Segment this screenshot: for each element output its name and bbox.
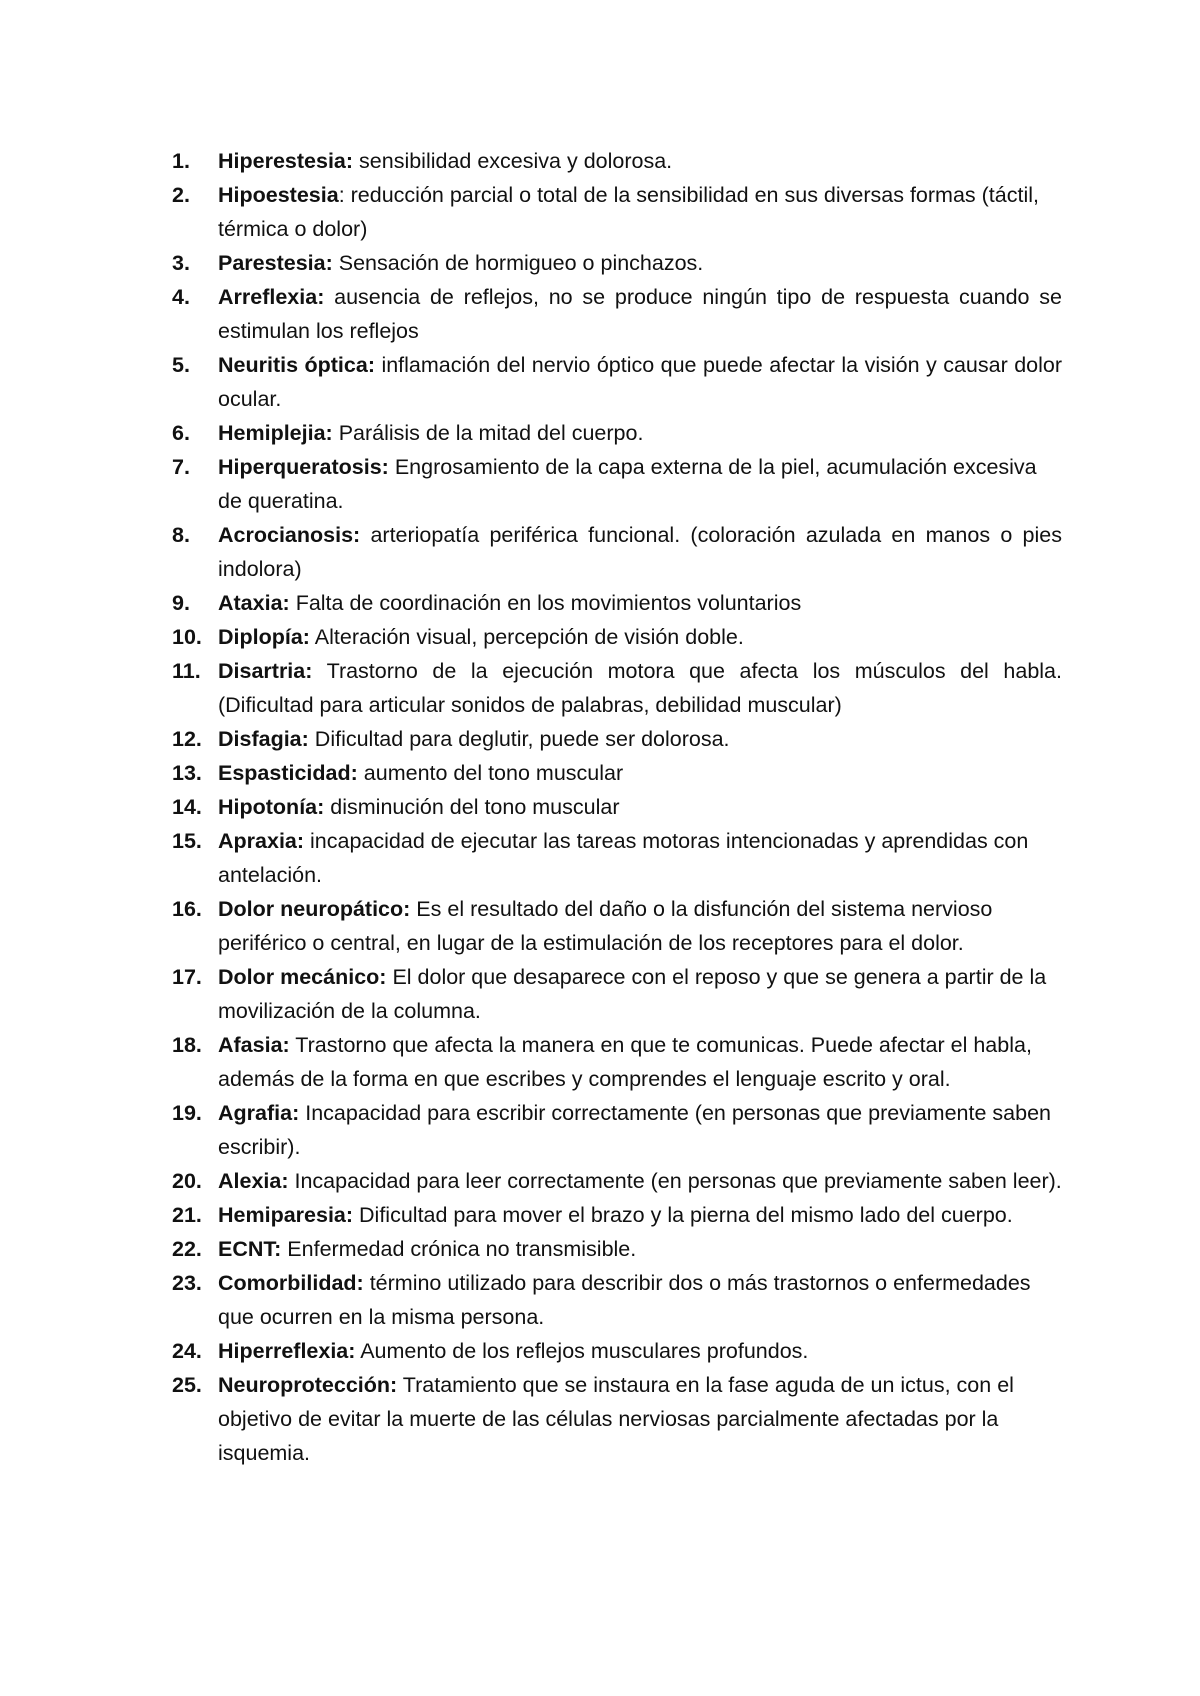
item-definition: Sensación de hormigueo o pinchazos.	[338, 251, 704, 275]
item-number: 18.	[172, 1033, 202, 1057]
item-number: 14.	[172, 795, 202, 819]
item-number: 16.	[172, 897, 202, 921]
list-item	[172, 824, 1062, 892]
item-term: Apraxia:	[218, 829, 305, 853]
item-definition: Dificultad para deglutir, puede ser dolorosa.	[314, 727, 730, 751]
item-term: ECNT:	[218, 1237, 282, 1261]
list-item	[172, 756, 1062, 790]
item-definition: incapacidad de ejecutar las tareas motoras intencionadas y aprendidas con antelación.	[218, 829, 1029, 887]
list-item	[172, 654, 1062, 722]
list-item	[172, 1164, 1062, 1198]
list-item	[172, 790, 1062, 824]
item-term: Alexia:	[218, 1169, 289, 1193]
item-term: Ataxia:	[218, 591, 290, 615]
item-definition: Incapacidad para escribir correctamente (en personas que previamente saben escribir).	[218, 1101, 1051, 1159]
item-number: 22.	[172, 1237, 202, 1261]
list-item	[172, 144, 1062, 178]
item-number: 6.	[172, 421, 190, 445]
item-definition: término utilizado para describir dos o más trastornos o enfermedades que ocurren en la misma persona.	[218, 1271, 1031, 1329]
list-item	[172, 1198, 1062, 1232]
item-number: 19.	[172, 1101, 202, 1125]
item-definition: Incapacidad para leer correctamente (en personas que previamente saben leer).	[294, 1169, 1062, 1193]
item-term: Hemiparesia:	[218, 1203, 354, 1227]
item-definition: Alteración visual, percepción de visión doble.	[314, 625, 744, 649]
list-item	[172, 518, 1062, 586]
item-number: 2.	[172, 183, 190, 207]
item-number: 13.	[172, 761, 202, 785]
list-item	[172, 246, 1062, 280]
item-number: 20.	[172, 1169, 202, 1193]
item-definition: inflamación del nervio óptico que puede afectar la visión y causar dolor ocular.	[218, 353, 1062, 411]
item-term: Neuritis óptica:	[218, 353, 375, 377]
item-definition: Enfermedad crónica no transmisible.	[287, 1237, 637, 1261]
item-number: 11.	[172, 659, 201, 683]
list-item	[172, 1232, 1062, 1266]
list-item	[172, 1266, 1062, 1334]
item-definition: Falta de coordinación en los movimientos voluntarios	[295, 591, 802, 615]
item-term: Arreflexia:	[218, 285, 325, 309]
item-definition: arteriopatía periférica funcional. (coloración azulada en manos o pies indolora)	[218, 523, 1063, 581]
item-term: Acrocianosis:	[218, 523, 361, 547]
item-number: 4.	[172, 285, 190, 309]
item-term: Hiperestesia:	[218, 149, 354, 173]
list-item	[172, 1334, 1062, 1368]
item-term: Diplopía:	[218, 625, 310, 649]
item-term: Hiperreflexia:	[218, 1339, 356, 1363]
item-number: 25.	[172, 1373, 202, 1397]
item-term: Afasia:	[218, 1033, 290, 1057]
list-item	[172, 1368, 1062, 1470]
list-item	[172, 1028, 1062, 1096]
item-term: Disfagia:	[218, 727, 309, 751]
item-term: Parestesia:	[218, 251, 333, 275]
item-term: Hemiplejia:	[218, 421, 333, 445]
item-definition: Tratamiento que se instaura en la fase aguda de un ictus, con el objetivo de evitar la muerte de las células nerviosas parcialmente afectadas por la isquemia.	[218, 1373, 1014, 1465]
item-number: 8.	[172, 523, 190, 547]
list-item	[172, 586, 1062, 620]
item-number: 9.	[172, 591, 190, 615]
item-term: Dolor neuropático:	[218, 897, 411, 921]
list-item	[172, 348, 1062, 416]
item-number: 1.	[172, 149, 190, 173]
item-term: Espasticidad:	[218, 761, 358, 785]
list-item	[172, 892, 1062, 960]
item-term: Hiperqueratosis:	[218, 455, 389, 479]
item-number: 5.	[172, 353, 190, 377]
item-term: Hipoestesia	[218, 183, 339, 207]
item-definition: Trastorno de la ejecución motora que afecta los músculos del habla. (Dificultad para articular sonidos de palabras, debilidad muscular)	[218, 659, 1062, 717]
item-number: 21.	[172, 1203, 202, 1227]
item-term: Neuroprotección:	[218, 1373, 398, 1397]
list-item	[172, 450, 1062, 518]
item-term: Comorbilidad:	[218, 1271, 364, 1295]
list-item	[172, 960, 1062, 1028]
item-definition: disminución del tono muscular	[330, 795, 620, 819]
list-item	[172, 722, 1062, 756]
item-definition: sensibilidad excesiva y dolorosa.	[359, 149, 673, 173]
item-number: 24.	[172, 1339, 202, 1363]
item-definition: Aumento de los reflejos musculares profundos.	[360, 1339, 809, 1363]
item-number: 15.	[172, 829, 202, 853]
item-definition: Parálisis de la mitad del cuerpo.	[338, 421, 644, 445]
list-item	[172, 416, 1062, 450]
item-definition: aumento del tono muscular	[363, 761, 624, 785]
item-definition: Trastorno que afecta la manera en que te comunicas. Puede afectar el habla, además de la forma en que escribes y comprendes el lenguaje escrito y oral.	[218, 1033, 1032, 1091]
item-number: 3.	[172, 251, 190, 275]
glossary-list	[172, 144, 1062, 1470]
item-definition: Dificultad para mover el brazo y la pierna del mismo lado del cuerpo.	[359, 1203, 1013, 1227]
item-definition: ausencia de reflejos, no se produce ningún tipo de respuesta cuando se estimulan los reflejos	[218, 285, 1062, 343]
item-definition: Engrosamiento de la capa externa de la piel, acumulación excesiva de queratina.	[218, 455, 1037, 513]
item-term: Disartria:	[218, 659, 313, 683]
item-number: 7.	[172, 455, 190, 479]
item-definition: El dolor que desaparece con el reposo y que se genera a partir de la movilización de la columna.	[218, 965, 1047, 1023]
item-term: Agrafia:	[218, 1101, 300, 1125]
item-term: Hipotonía:	[218, 795, 325, 819]
list-item	[172, 620, 1062, 654]
list-item	[172, 1096, 1062, 1164]
item-number: 12.	[172, 727, 202, 751]
list-item	[172, 280, 1062, 348]
item-number: 10.	[172, 625, 202, 649]
item-number: 23.	[172, 1271, 202, 1295]
item-definition: : reducción parcial o total de la sensibilidad en sus diversas formas (táctil, térmica o dolor)	[218, 183, 1039, 241]
item-term: Dolor mecánico:	[218, 965, 387, 989]
list-item	[172, 178, 1062, 246]
item-number: 17.	[172, 965, 202, 989]
item-definition: Es el resultado del daño o la disfunción del sistema nervioso periférico o central, en lugar de la estimulación de los receptores para el dolor.	[218, 897, 993, 955]
